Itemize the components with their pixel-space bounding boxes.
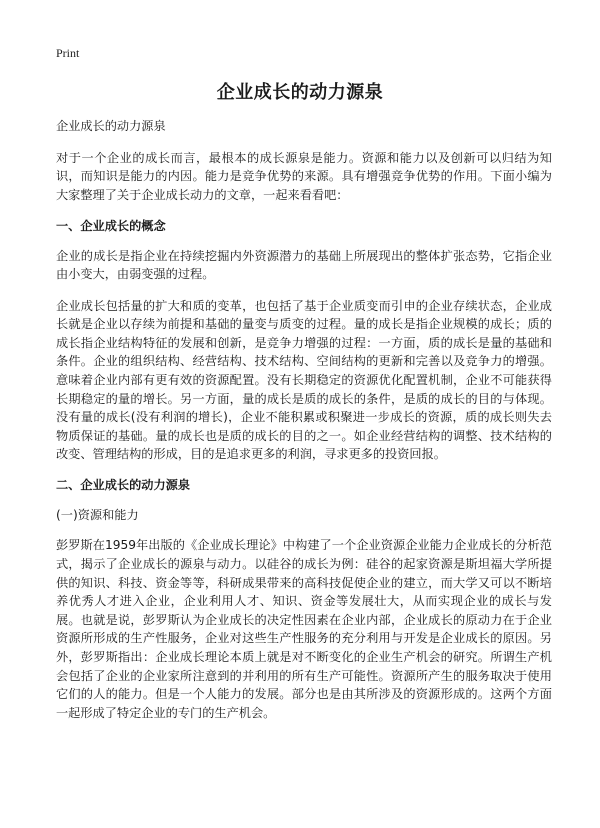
document-subtitle: 企业成长的动力源泉 — [56, 119, 166, 133]
intro-paragraph: 对于一个企业的成长而言，最根本的成长源泉是能力。资源和能力以及创新可以归结为知识，而知识是能力的内因。能力是竞争优势的来源。具有增强竞争优势的作用。下面小编为大家整理了关于企业成长动力的文章，一起来看看吧： — [56, 150, 552, 202]
subsection-heading-resources: (一)资源和能力 — [56, 508, 139, 523]
document-body — [56, 117, 552, 735]
resources-paragraph: 彭罗斯在1959年出版的《企业成长理论》中构建了一个企业资源企业能力企业成长的分析范式，揭示了企业成长的源泉与动力。以硅谷的成长为例：硅谷的起家资源是斯坦福大学所提供的知识、科技、资金等等，科研成果带来的高科技促使企业的建立，而大学又可以不断培养优秀人才进入企业，企业利用人才、知识、资金等发展壮大，从而实现企业的成长与发展。也就是说，彭罗斯认为企业成长的决定性因素在企业内部，企业成长的原动力在于企业资源所形成的生产性服务，企业对这些生产性服务的充分利用与开发是企业成长的原因。另外，彭罗斯指出：企业成长理论本质上就是对不断变化的企业生产机会的研究。所谓生产机会包括了企业的企业家所注意到的并利用的所有生产可能性。资源所产生的服务取决于使用它们的人的能力。但是一个人能力的发展。部分也是由其所涉及的资源形成的。这两个方面一起形成了特定企业的专门的生产机会。 — [56, 538, 552, 720]
section-heading-concept: 一、企业成长的概念 — [56, 218, 166, 233]
document-title: 企业成长的动力源泉 — [216, 82, 384, 103]
concept-paragraph-2: 企业成长包括量的扩大和质的变革，也包括了基于企业质变而引申的企业存续状态，企业成长就是企业以存续为前提和基础的量变与质变的过程。量的成长是指企业规模的成长；质的成长指企业结构特征的发展和创新，是竞争力增强的过程：一方面，质的成长是量的基础和条件。企业的组织结构、经营结构、技术结构、空间结构的更新和完善以及竞争力的增强。意味着企业内部有更有效的资源配置。没有长期稳定的资源优化配置机制，企业不可能获得长期稳定的量的增长。另一方面，量的成长是质的成长的条件，是质的成长的目的与体现。没有量的成长(没有利润的增长)，企业不能积累或积聚进一步成长的资源，质的成长则失去物质保证的基础。量的成长也是质的成长的目的之一。如企业经营结构的调整、技术结构的改变、管理结构的形成，目的是追求更多的利润，寻求更多的投资回报。 — [56, 298, 552, 462]
print-link[interactable]: Print — [56, 46, 80, 60]
concept-paragraph-1: 企业的成长是指企业在持续挖掘内外资源潜力的基础上所展现出的整体扩张态势，它指企业由小变大，由弱变强的过程。 — [56, 248, 552, 282]
section-heading-drivers: 二、企业成长的动力源泉 — [56, 478, 191, 493]
